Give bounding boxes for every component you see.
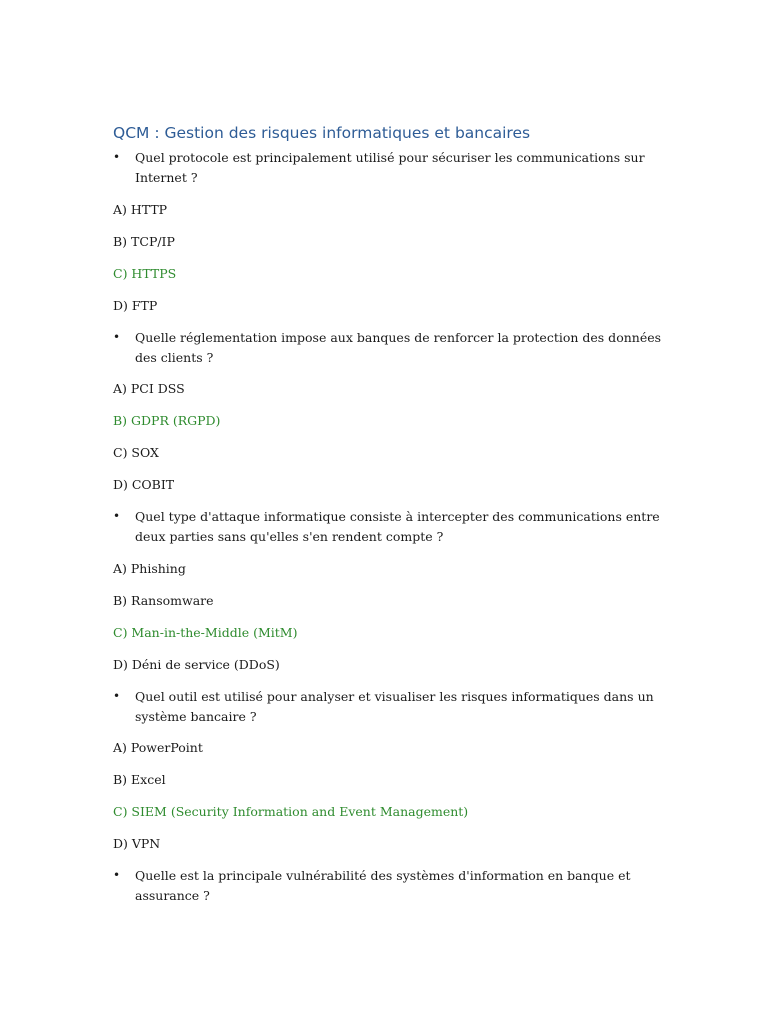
question-text: Quel outil est utilisé pour analyser et visualiser les risques informatiques dans un système bancaire ? — [135, 689, 654, 724]
answer-option: A) PCI DSS — [113, 381, 185, 396]
question-text: Quelle réglementation impose aux banques de renforcer la protection des données des clients ? — [135, 330, 662, 365]
bullet-icon: • — [113, 689, 121, 703]
bullet-icon: • — [113, 868, 121, 882]
question-5 — [113, 866, 673, 905]
question-4 — [113, 687, 673, 726]
answer-option: A) Phishing — [113, 561, 186, 576]
correct-answer-option: C) Man-in-the-Middle (MitM) — [113, 625, 298, 640]
correct-answer-option: C) SIEM (Security Information and Event Management) — [113, 804, 469, 819]
answer-option: D) FTP — [113, 298, 158, 313]
question-1 — [113, 148, 673, 187]
answer-option: A) HTTP — [113, 202, 168, 217]
answer-option: D) Déni de service (DDoS) — [113, 657, 280, 672]
answer-option: B) Ransomware — [113, 593, 214, 608]
bullet-icon: • — [113, 509, 121, 523]
question-text: Quel type d'attaque informatique consiste à intercepter des communications entre deux parties sans qu'elles s'en rendent compte ? — [135, 509, 660, 544]
answer-option: B) TCP/IP — [113, 234, 175, 249]
correct-answer-option: B) GDPR (RGPD) — [113, 413, 221, 428]
answer-option: B) Excel — [113, 772, 166, 787]
bullet-icon: • — [113, 330, 121, 344]
question-3 — [113, 507, 673, 546]
question-2 — [113, 328, 673, 367]
document-title: QCM : Gestion des risques informatiques et bancaires — [113, 124, 531, 142]
answer-option: D) VPN — [113, 836, 161, 851]
question-text: Quel protocole est principalement utilisé pour sécuriser les communications sur Internet ? — [135, 150, 645, 185]
answer-option: D) COBIT — [113, 477, 175, 492]
question-text: Quelle est la principale vulnérabilité des systèmes d'information en banque et assurance ? — [135, 868, 631, 903]
correct-answer-option: C) HTTPS — [113, 266, 177, 281]
bullet-icon: • — [113, 150, 121, 164]
answer-option: A) PowerPoint — [113, 740, 203, 755]
answer-option: C) SOX — [113, 445, 159, 460]
